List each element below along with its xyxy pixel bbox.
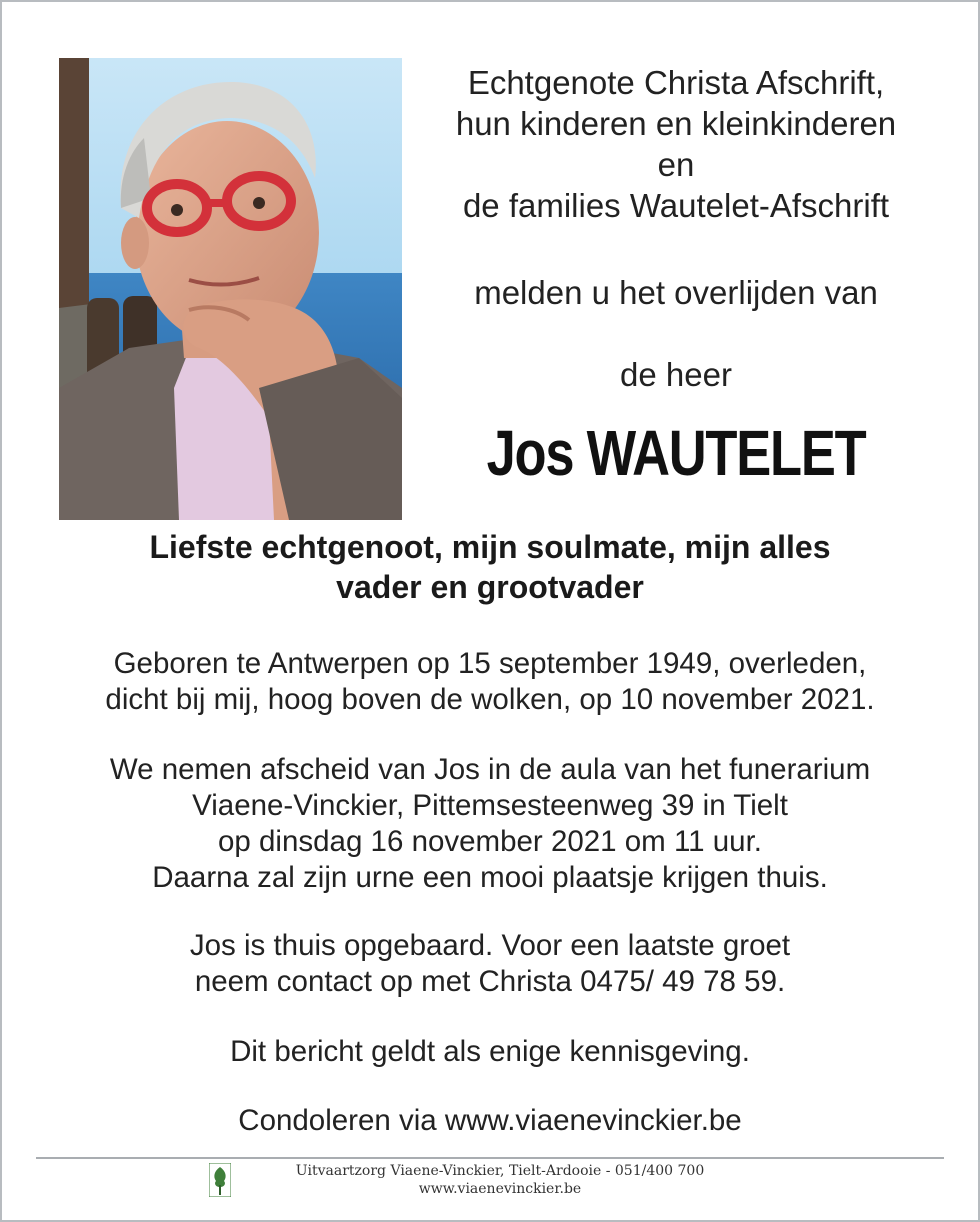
condolences-line: Condoleren via www.viaenevinckier.be [238, 1104, 742, 1137]
intro-line: en [657, 146, 695, 183]
epitaph-line: Liefste echtgenoot, mijn soulmate, mijn alles [149, 529, 831, 565]
paragraph-line: Geboren te Antwerpen op 15 september 1949, overleden, [113, 647, 867, 680]
paragraph-line: dicht bij mij, hoog boven de wolken, op 10 november 2021. [105, 683, 875, 716]
intro-line: de families Wautelet-Afschrift [462, 187, 890, 224]
family-lines [402, 62, 950, 226]
epitaph-line: vader en grootvader [336, 569, 644, 605]
announcement-text: melden u het overlijden van [474, 274, 878, 311]
farewell-paragraph [0, 752, 980, 896]
paragraph-line: neem contact op met Christa 0475/ 49 78 59. [194, 965, 786, 998]
intro-line: Echtgenote Christa Afschrift, [467, 64, 885, 101]
notice-line: Dit bericht geldt als enige kennisgeving. [230, 1035, 750, 1068]
honorific-text: de heer [620, 356, 732, 393]
funeral-home-footer [260, 1162, 740, 1198]
tree-logo-icon [209, 1163, 231, 1197]
paragraph-line: op dinsdag 16 november 2021 om 11 uur. [218, 825, 762, 858]
epitaph [0, 527, 980, 607]
deceased-name: Jos WAUTELET [486, 417, 866, 489]
footer-divider [36, 1157, 944, 1159]
paragraph-line: Daarna zal zijn urne een mooi plaatsje krijgen thuis. [152, 861, 828, 894]
visit-paragraph [0, 928, 980, 1000]
paragraph-line: Viaene-Vinckier, Pittemsesteenweg 39 in Tielt [192, 789, 788, 822]
paragraph-line: We nemen afscheid van Jos in de aula van het funerarium [109, 753, 871, 786]
company-line: Uitvaartzorg Viaene-Vinckier, Tielt-Ardooie - 051/400 700 [295, 1163, 705, 1179]
website-line: www.viaenevinckier.be [418, 1181, 582, 1197]
paragraph-line: Jos is thuis opgebaard. Voor een laatste groet [189, 929, 791, 962]
intro-line: hun kinderen en kleinkinderen [455, 105, 897, 142]
portrait-photo [59, 58, 402, 520]
birth-death-paragraph [0, 646, 980, 718]
